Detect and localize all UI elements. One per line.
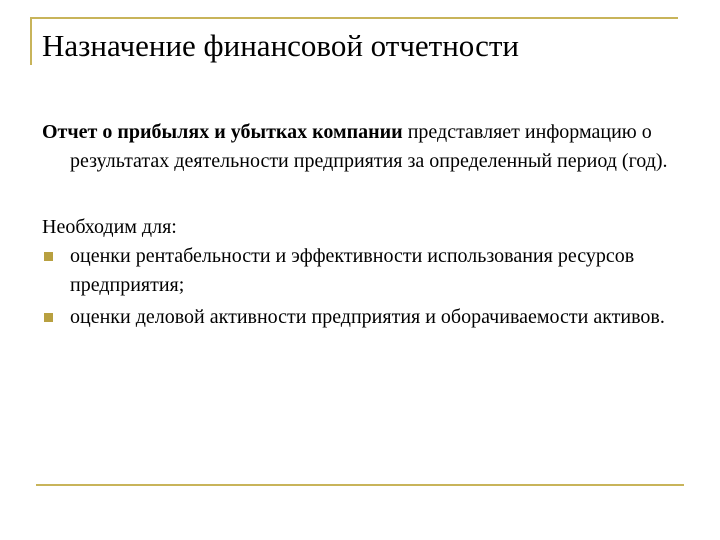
paragraph-spacer — [42, 176, 682, 213]
intro-rest-text: представляет информацию о результатах деятельности предприятия за определенный период (год). — [70, 121, 668, 172]
intro-paragraph — [42, 118, 682, 176]
square-bullet-icon — [44, 252, 53, 261]
slide-title: Назначение финансовой отчетности — [42, 28, 519, 63]
intro-bold-text: Отчет о прибылях и убытках компании — [42, 121, 403, 143]
slide-body — [42, 118, 682, 335]
top-rule — [30, 17, 678, 19]
bullet-text: оценки рентабельности и эффективности использования ресурсов предприятия; — [70, 245, 635, 296]
needed-label: Необходим для: — [42, 216, 177, 238]
bullet-text: оценки деловой активности предприятия и оборачиваемости активов. — [70, 306, 665, 328]
square-bullet-icon — [44, 313, 53, 322]
bullet-item — [42, 242, 682, 300]
bullet-item — [42, 303, 682, 332]
bottom-rule — [36, 484, 684, 486]
bullet-list — [42, 242, 682, 332]
left-rule — [30, 17, 32, 65]
